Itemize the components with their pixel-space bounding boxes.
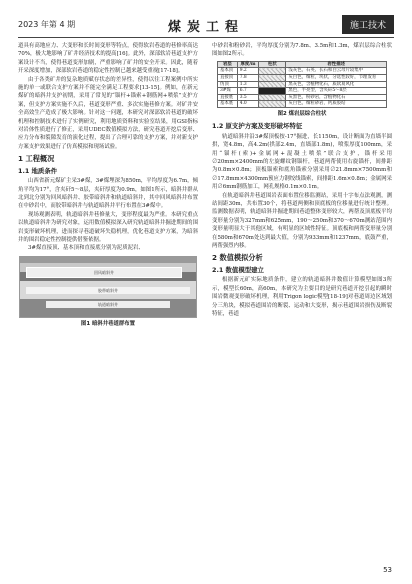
page-number: 53 (383, 566, 392, 574)
table-row (218, 68, 387, 75)
table-row (218, 75, 387, 82)
stratum-description: 浅灰色，石英、长石和白云母片较集中 (286, 68, 387, 75)
stratum-description: 灰黑色，粉砂岩，含植物化石 (286, 94, 387, 101)
stratum-description: 灰白色，细粒砂岩，钙质胶结 (286, 101, 387, 108)
subsection-heading: 2.1 数值模型建立 (212, 265, 264, 274)
table-row (218, 101, 387, 108)
stratum-column-pattern (259, 94, 286, 101)
figure-label: 胶带暗斜井 (26, 287, 190, 294)
stratum-description: 灰白色，细粒，块状，分选性较好，节理发育 (286, 75, 387, 82)
stratum-column-pattern (259, 81, 286, 88)
strata-column-table (217, 61, 387, 108)
journal-title: 煤炭工程 (168, 20, 245, 35)
figure-label: 轨道暗斜井 (46, 301, 170, 308)
table-header: 岩层 (218, 61, 238, 68)
table-row (218, 81, 387, 88)
header-rule (18, 37, 394, 38)
stratum-description: 黑色，半亮型，含夹矸5～8层 (286, 88, 387, 95)
stratum-name: 直接底 (218, 94, 238, 101)
stratum-thickness: 7.8 (237, 75, 259, 82)
stratum-description: 黑灰色，含植物化石，质软易风化 (286, 81, 387, 88)
table-row (218, 94, 387, 101)
roadway-layout-figure (19, 256, 197, 318)
right-column (212, 42, 392, 318)
subsection-heading: 1.2 原支护方案及变形破坏特征 (212, 122, 303, 131)
stratum-thickness: 9.2 (237, 68, 259, 75)
left-column (18, 42, 198, 332)
stratum-column-pattern (259, 75, 286, 82)
stratum-thickness: 4.0 (237, 101, 259, 108)
subsection-heading: 1.1 地质条件 (18, 166, 58, 175)
paragraph: 在轨道暗斜井巷道围岩表面布置位移监测站，采用十字布点法观测，测站间距30m，共布置30个，将巷道两侧和顶底板的位移量进行统计整理。监测数据表明，轨道暗斜井掘进期间巷道整体变形较大，两帮及顶底板平均变形量分别为327mm和625mm，190～250m和370～670m测站范围内变形量明显大于其他区域，有明显的区域性特征。顶底板和两帮变形量分别在580m和670m处达到最大值，分别为933mm和1237mm，底鼓严重，两帮强烈内移。 (212, 192, 392, 250)
paragraph: 轨道暗斜井沿3#煤顶板按-17°掘进，长1150m，设计断面为直墙半圆拱，宽4.8m，高4.2m(拱部2.4m，直墙部1.8m)，喷浆厚度100mm，采用“锚杆(索)+金属网+混凝土喷浆”联合支护，锚杆采用∅20mm×2400mm的左旋螺纹钢锚杆，巷道两帮使用右旋锚杆，间排距为0.8m×0.8m；顶板锚索和底角锚索分别采用∅21.8mm×7500mm和∅17.8mm×4300mm预应力钢绞线锚索，间排距1.6m×0.8m；金属网采用∅6mm钢筋加工，网孔规格0.1m×0.1m。 (212, 133, 392, 191)
figure-label: 回风暗斜井 (26, 267, 182, 278)
figure-caption: 图2 煤岩层综合柱状 (277, 110, 327, 117)
stratum-column-pattern (259, 68, 286, 75)
stratum-column-pattern (259, 101, 286, 108)
section-badge: 施工技术 (342, 15, 394, 34)
stratum-column-pattern (259, 88, 286, 95)
page-header (18, 14, 394, 36)
paragraph: 3#煤直接顶、基本顶和直接底分别为泥质泥岩、 (28, 245, 144, 252)
stratum-name: 基本底 (218, 101, 238, 108)
stratum-name: 3#煤 (218, 88, 238, 95)
stratum-thickness: 1.3 (237, 81, 259, 88)
stratum-name: 基本顶 (218, 68, 238, 75)
paragraph: 由于各类矿井的复杂地质赋存状态的差异性，使得以往工程案例中所实施的单一或联合支护方案并不能完全满足工程要求[13-15]。例如，在新元煤矿的暗斜井支护初期，采用了常见的“锚杆+锚索+钢筋网+喷浆”支护方案，但支护方案实施不久后，巷道变形严重、多次实施巷修方案。对矿井安全高效生产造成了极大影响。针对这一问题，本研究对深部软岩巷道的破坏机理和控制技术进行了实例研究，利用地质资料和实验室结果，用GSI指标对岩体性质进行了修正，采用UDEC数值模拟方法，研究巷道开挖后变形、应力分布和裂隙发育的演化过程，提出了合理可靠的支护方案，并对新支护方案支护效果进行了仿真模拟和现场试验。 (18, 76, 198, 150)
paragraph: 道具有高地应力、大变形和长时间变形等特点，使得软岩巷道的巷修率高达70%，极大地影响了矿井经济技术的提高[16]。此外，深部软岩巷道支护方案设计不当，使得巷道变形加剧，严重影响了矿井的安全开采。因此，随着开采深度增加，深部软岩巷道的稳定性控制已越来越受重视[17-18]。 (18, 43, 198, 75)
table-header: 厚度/m (237, 61, 259, 68)
paragraph: 根据新元矿实际地质条件，建立的轨道暗斜井数值计算模型如图3所示，模型长60m，高60m，本研究为主要目的是研究巷道开挖引起的瞬时围岩微观变形破坏机理，利用Trigon logic模型[18-19]对巷道周边区域划分三角块，模拟巷道围岩的断裂、运动和大变形，揭示巷道围岩损伤及断裂特征，巷道 (212, 277, 392, 317)
issue-label: 2023 年第 4 期 (18, 20, 76, 29)
paragraph: 现场观测表明，轨道暗斜井巷修量大，变形程度最为严重。本研究重点以轨道暗斜井为研究对象，运用数值模拟深入研究轨道暗斜井掘进期间的围岩变形破坏机理，进而探寻巷道破坏失稳机理，优化巷道支护方案，为暗斜井的围岩稳定性控制提供借鉴依据。 (18, 211, 198, 243)
figure-caption: 图1 暗斜井巷道群布置 (80, 320, 136, 327)
paragraph: 中砂岩和粉砂岩，平均厚度分别为7.8m、3.5m和1.3m，煤岩层综合柱状图如图2所示。 (212, 43, 392, 58)
table-row (218, 88, 387, 95)
section-heading: 2 数值模拟分析 (212, 253, 263, 263)
stratum-thickness: 3.5 (237, 94, 259, 101)
paragraph: 山西省新元煤矿主采3#煤，3#煤埋深为850m，平均厚度为6.7m，倾角平均为17°，含夹矸5～8层，夹矸厚度为0.9m，如图1所示，暗斜井群从北到北分别为回风暗斜井、胶带暗斜井和轨道暗斜井，其中回风暗斜井布置在中砂岩中，而胶带暗斜井与轨道暗斜井平行布置在3#煤中。 (18, 178, 198, 210)
stratum-thickness: 6.7 (237, 88, 259, 95)
section-heading: 1 工程概况 (18, 154, 55, 164)
stratum-name: 直接顶 (218, 75, 238, 82)
table-header: 柱状 (259, 61, 286, 68)
table-header: 岩性描述 (286, 61, 387, 68)
stratum-name: 伪顶 (218, 81, 238, 88)
